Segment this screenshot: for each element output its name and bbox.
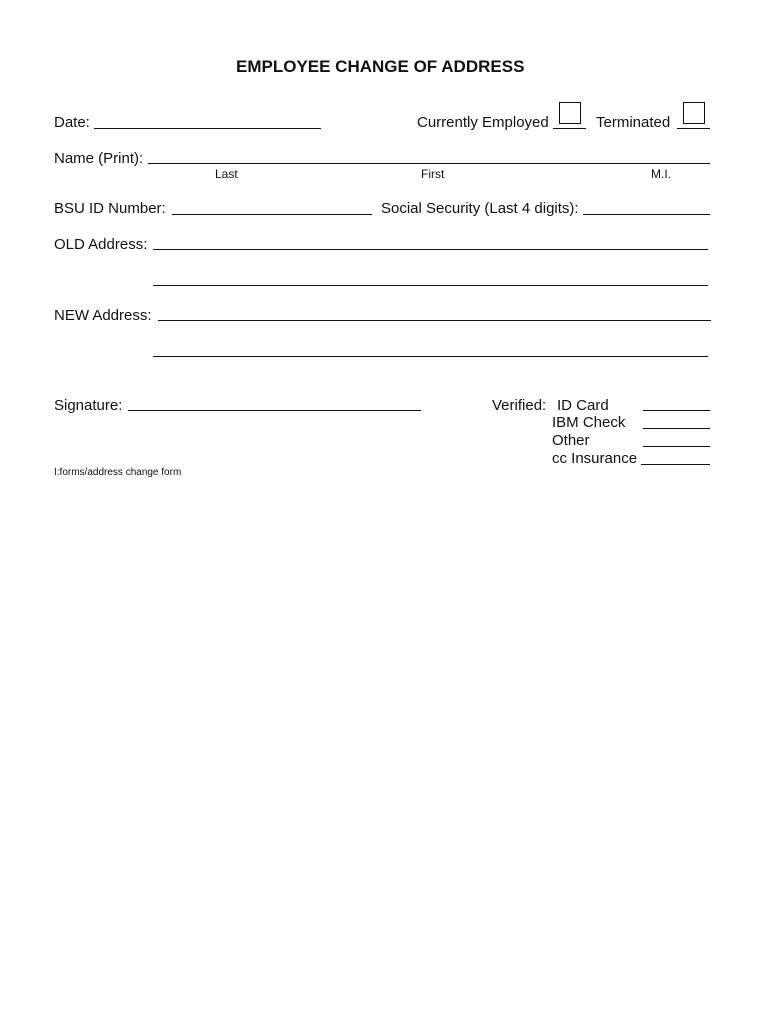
- currently-employed-underline: [553, 128, 586, 129]
- bsu-id-field[interactable]: [172, 214, 372, 215]
- verified-other-field[interactable]: [643, 446, 710, 447]
- name-field[interactable]: [148, 163, 710, 164]
- old-address-field-1[interactable]: [153, 249, 708, 250]
- bsu-id-label: BSU ID Number:: [54, 200, 166, 217]
- verified-cc-insurance-field[interactable]: [641, 464, 710, 465]
- name-sub-mi: M.I.: [651, 167, 671, 181]
- verified-item-cc-insurance: cc Insurance: [552, 450, 638, 467]
- form-title: EMPLOYEE CHANGE OF ADDRESS: [236, 57, 525, 76]
- ssn-field[interactable]: [583, 214, 710, 215]
- currently-employed-label: Currently Employed: [417, 114, 549, 131]
- verified-id-card-field[interactable]: [643, 410, 710, 411]
- old-address-field-2[interactable]: [153, 285, 708, 286]
- verified-item-other: Other: [552, 432, 590, 449]
- currently-employed-checkbox[interactable]: [559, 102, 581, 124]
- terminated-underline: [677, 128, 710, 129]
- ssn-label: Social Security (Last 4 digits):: [381, 200, 579, 217]
- date-field[interactable]: [94, 128, 321, 129]
- name-sub-last: Last: [215, 167, 238, 181]
- name-sub-first: First: [421, 167, 445, 181]
- name-label: Name (Print):: [54, 150, 144, 167]
- form-footer-path: I:forms/address change form: [54, 467, 182, 478]
- terminated-label: Terminated: [596, 114, 671, 131]
- terminated-checkbox[interactable]: [683, 102, 705, 124]
- date-label: Date:: [54, 114, 90, 131]
- verified-item-ibm-check: IBM Check: [552, 414, 626, 431]
- new-address-field-2[interactable]: [153, 356, 708, 357]
- verified-label: Verified:: [492, 397, 547, 414]
- signature-label: Signature:: [54, 397, 123, 414]
- verified-ibm-check-field[interactable]: [643, 428, 710, 429]
- new-address-field-1[interactable]: [158, 320, 711, 321]
- signature-field[interactable]: [128, 410, 421, 411]
- verified-item-id-card: ID Card: [557, 397, 609, 414]
- old-address-label: OLD Address:: [54, 236, 148, 253]
- new-address-label: NEW Address:: [54, 307, 152, 324]
